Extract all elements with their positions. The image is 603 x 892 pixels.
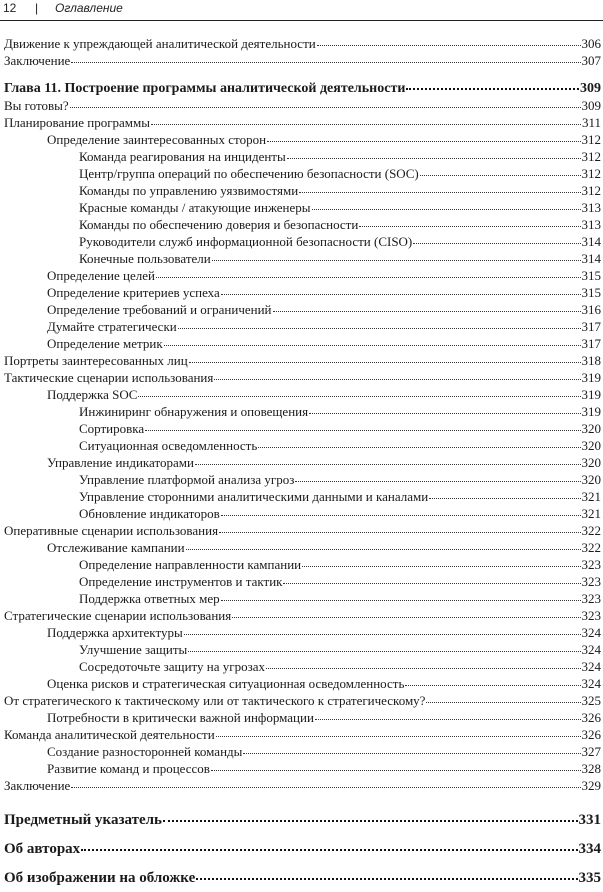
toc-entry-page: 309	[580, 81, 601, 96]
toc-entry-title: Создание разносторонней команды	[47, 744, 243, 759]
toc-entry-title: Улучшение защиты	[79, 642, 188, 657]
toc-entry-page: 318	[581, 353, 601, 368]
toc-entry-title: Центр/группа операций по обеспечению безопасности (SOC)	[79, 166, 419, 181]
toc-entry-title: Руководители служб информационной безопасности (CISO)	[79, 234, 413, 249]
dot-leader	[214, 369, 580, 380]
toc-entry-page: 325	[581, 693, 601, 708]
toc-entry	[79, 506, 601, 522]
dot-leader	[221, 590, 581, 601]
toc-entry-page: 314	[581, 234, 601, 249]
toc-entry	[4, 370, 601, 386]
toc-entry-title: Обновление индикаторов	[79, 506, 220, 521]
toc-entry-title: Инжиниринг обнаружения и оповещения	[79, 404, 309, 419]
toc-entry-title: Отслеживание кампании	[47, 540, 185, 555]
dot-leader	[212, 250, 581, 261]
toc-entry	[47, 132, 601, 148]
toc-entry-title: Определение инструментов и тактик	[79, 574, 283, 589]
dot-leader	[309, 403, 580, 414]
dot-leader	[429, 488, 580, 499]
toc-entry-page: 312	[581, 183, 601, 198]
dot-leader	[163, 810, 578, 822]
toc-entry-page: 319	[581, 370, 601, 385]
toc-entry-page: 324	[581, 659, 601, 674]
toc-entry	[47, 761, 601, 777]
toc-entry-page: 307	[581, 53, 601, 68]
toc-entry	[47, 319, 601, 335]
dot-leader	[413, 233, 580, 244]
toc-entry-title: Конечные пользователи	[79, 251, 211, 266]
dot-leader	[151, 114, 581, 125]
dot-leader	[295, 471, 580, 482]
toc-entry-page: 320	[581, 472, 601, 487]
toc-entry	[79, 557, 601, 573]
dot-leader	[70, 97, 581, 108]
toc-entry-page: 311	[581, 115, 601, 130]
toc-entry-title: Заключение	[4, 53, 71, 68]
dot-leader	[266, 658, 581, 669]
toc-entry-title: Тактические сценарии использования	[4, 370, 214, 385]
toc-entry-title: Глава 11. Построение программы аналитической деятельности	[4, 81, 406, 96]
toc-entry-title: Думайте стратегически	[47, 319, 177, 334]
dot-leader	[211, 760, 581, 771]
toc-entry-page: 323	[581, 557, 601, 572]
toc-entry	[47, 676, 601, 692]
dot-leader	[359, 216, 580, 227]
dot-leader	[287, 148, 581, 159]
toc-entry-page: 322	[581, 523, 601, 538]
toc-entry-page: 315	[581, 285, 601, 300]
toc-entry	[4, 778, 601, 794]
dot-leader	[71, 52, 580, 63]
toc-entry-title: Команды по управлению уязвимостями	[79, 183, 299, 198]
toc-entry-page: 327	[581, 744, 601, 759]
dot-leader	[188, 641, 580, 652]
toc-entry-page: 315	[581, 268, 601, 283]
toc-entry-page: 321	[581, 489, 601, 504]
toc-entry	[79, 591, 601, 607]
toc-entry-title: Определение метрик	[47, 336, 163, 351]
toc-entry	[79, 438, 601, 454]
dot-leader	[186, 539, 581, 550]
dot-leader	[178, 318, 581, 329]
toc-entry-page: 324	[581, 676, 601, 691]
toc-entry	[47, 302, 601, 318]
dot-leader	[71, 777, 580, 788]
toc-entry	[47, 285, 601, 301]
dot-leader	[219, 522, 580, 533]
toc-entry-page: 312	[581, 166, 601, 181]
toc-entry	[4, 36, 601, 52]
toc-entry-page: 324	[581, 625, 601, 640]
toc-entry	[4, 608, 601, 624]
toc-entry-page: 329	[581, 778, 601, 793]
dot-leader	[184, 624, 581, 635]
toc-entry-title: Сортировка	[79, 421, 145, 436]
dot-leader	[221, 505, 581, 516]
toc-entry-title: Команда реагирования на инциденты	[79, 149, 286, 164]
toc-entry-title: Об изображении на обложке	[4, 870, 196, 886]
dot-leader	[299, 182, 580, 193]
toc-entry-page: 306	[581, 36, 601, 51]
toc-entry	[47, 540, 601, 556]
toc-entry-page: 319	[581, 387, 601, 402]
toc-entry-title: Сосредоточьте защиту на угрозах	[79, 659, 265, 674]
toc-entry-title: Управление индикаторами	[47, 455, 194, 470]
toc-entry-page: 320	[581, 455, 601, 470]
dot-leader	[302, 556, 580, 567]
toc-entry-title: Оперативные сценарии использования	[4, 523, 219, 538]
toc-entry-page: 309	[581, 98, 601, 113]
toc-entry-title: Движение к упреждающей аналитической деятельности	[4, 36, 316, 51]
toc-entry-page: 324	[581, 642, 601, 657]
toc-entry	[4, 841, 601, 857]
toc-entry-page: 312	[581, 132, 601, 147]
toc-entry	[47, 625, 601, 641]
toc-entry-page: 312	[581, 149, 601, 164]
page-number: 12	[3, 1, 17, 15]
toc-entry-title: Планирование программы	[4, 115, 150, 130]
toc-entry-title: Управление сторонними аналитическими данными и каналами	[79, 489, 429, 504]
toc-entry	[79, 166, 601, 182]
dot-leader	[406, 78, 579, 90]
toc-entry-page: 316	[581, 302, 601, 317]
toc-entry-title: Стратегические сценарии использования	[4, 608, 232, 623]
toc-entry-title: Портреты заинтересованных лиц	[4, 353, 188, 368]
toc-entry	[4, 727, 601, 743]
toc-entry	[79, 149, 601, 165]
toc-entry	[4, 53, 601, 69]
toc-entry-title: Поддержка SOC	[47, 387, 138, 402]
toc-entry-title: Оценка рисков и стратегическая ситуационная осведомленность	[47, 676, 405, 691]
toc-entry	[4, 693, 601, 709]
running-title: Оглавление	[55, 1, 123, 15]
toc-entry	[79, 472, 601, 488]
dot-leader	[196, 868, 577, 880]
toc-entry-title: Красные команды / атакующие инженеры	[79, 200, 311, 215]
toc-entry-page: 317	[581, 319, 601, 334]
toc-entry	[4, 80, 601, 96]
dot-leader	[145, 420, 580, 431]
toc-entry-title: Определение критериев успеха	[47, 285, 220, 300]
toc-entry-title: Поддержка ответных мер	[79, 591, 220, 606]
toc-entry-title: Определение требований и ограничений	[47, 302, 272, 317]
toc-entry-page: 335	[578, 870, 601, 886]
toc-entry-page: 313	[581, 200, 601, 215]
dot-leader	[312, 199, 581, 210]
toc-entry-title: Команды по обеспечению доверия и безопасности	[79, 217, 359, 232]
toc-entry-page: 323	[581, 608, 601, 623]
toc-entry-title: Определение направленности кампании	[79, 557, 302, 572]
toc-entry-title: Заключение	[4, 778, 71, 793]
toc-entry	[79, 642, 601, 658]
dot-leader	[189, 352, 581, 363]
dot-leader	[81, 839, 577, 851]
dot-leader	[315, 709, 581, 720]
toc-entry	[79, 421, 601, 437]
header-separator: |	[35, 1, 39, 15]
toc-entry-page: 320	[581, 421, 601, 436]
toc-entry-page: 314	[581, 251, 601, 266]
dot-leader	[216, 726, 581, 737]
toc-entry	[47, 744, 601, 760]
toc-entry-title: Команда аналитической деятельности	[4, 727, 215, 742]
toc-entry	[79, 251, 601, 267]
toc-entry-title: Вы готовы?	[4, 98, 69, 113]
toc-entry-page: 334	[578, 841, 601, 857]
toc-entry	[4, 115, 601, 131]
toc-entry	[4, 523, 601, 539]
toc-entry-page: 313	[581, 217, 601, 232]
toc-entry-title: Ситуационная осведомленность	[79, 438, 258, 453]
toc-entry-page: 321	[581, 506, 601, 521]
toc-entry-title: Предметный указатель	[4, 812, 162, 828]
toc-entry-title: Об авторах	[4, 841, 81, 857]
dot-leader	[232, 607, 580, 618]
toc-entry-title: Поддержка архитектуры	[47, 625, 183, 640]
toc-entry-page: 328	[581, 761, 601, 776]
dot-leader	[195, 454, 581, 465]
toc-entry	[47, 268, 601, 284]
toc-entry	[79, 200, 601, 216]
toc-entry	[79, 217, 601, 233]
toc-entry	[79, 659, 601, 675]
dot-leader	[258, 437, 580, 448]
dot-leader	[283, 573, 580, 584]
toc-entry-page: 323	[581, 591, 601, 606]
dot-leader	[405, 675, 580, 686]
dot-leader	[267, 131, 580, 142]
toc-entry-title: От стратегического к тактическому или от тактического к стратегическому?	[4, 693, 426, 708]
toc-entry-page: 323	[581, 574, 601, 589]
toc-entry-title: Определение целей	[47, 268, 155, 283]
running-header	[0, 0, 603, 21]
toc-entry-page: 317	[581, 336, 601, 351]
dot-leader	[164, 335, 581, 346]
toc-entry	[47, 387, 601, 403]
dot-leader	[273, 301, 581, 312]
dot-leader	[317, 35, 581, 46]
toc-entry-page: 326	[581, 727, 601, 742]
dot-leader	[156, 267, 581, 278]
toc-entry-title: Потребности в критически важной информации	[47, 710, 314, 725]
toc-entry-page: 331	[578, 812, 601, 828]
dot-leader	[243, 743, 580, 754]
toc-entry	[79, 574, 601, 590]
toc-entry	[4, 98, 601, 114]
dot-leader	[138, 386, 580, 397]
toc-entry-page: 322	[581, 540, 601, 555]
dot-leader	[426, 692, 580, 703]
toc-entry	[79, 404, 601, 420]
toc-entry	[47, 710, 601, 726]
toc-entry	[47, 455, 601, 471]
toc-entry	[4, 870, 601, 886]
toc-entry-page: 326	[581, 710, 601, 725]
toc-entry-page: 320	[581, 438, 601, 453]
toc-entry	[47, 336, 601, 352]
toc-entry	[79, 183, 601, 199]
dot-leader	[221, 284, 581, 295]
toc-entry	[4, 353, 601, 369]
toc-entry-title: Развитие команд и процессов	[47, 761, 210, 776]
toc-entry	[4, 812, 601, 828]
toc-entry	[79, 234, 601, 250]
toc-entry	[79, 489, 601, 505]
toc-entry-page: 319	[581, 404, 601, 419]
dot-leader	[420, 165, 581, 176]
toc-entry-title: Определение заинтересованных сторон	[47, 132, 267, 147]
toc-entry-title: Управление платформой анализа угроз	[79, 472, 295, 487]
